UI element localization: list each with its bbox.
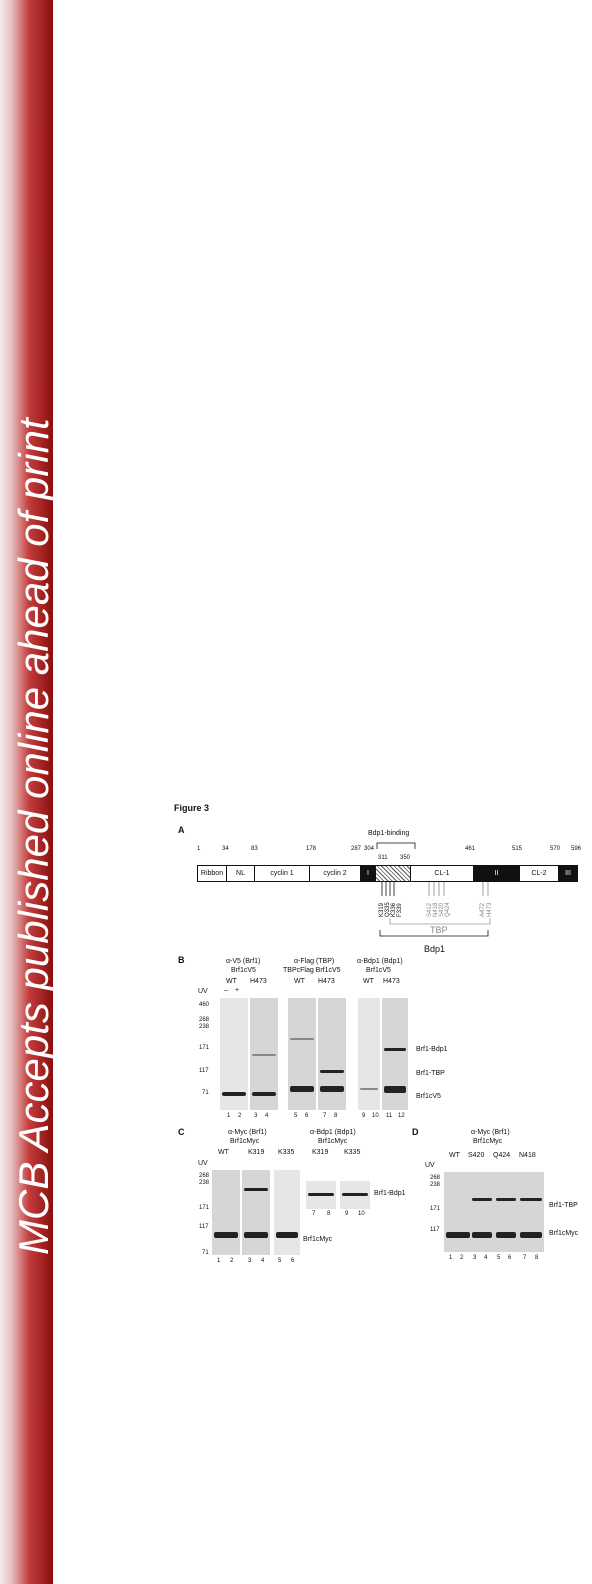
d-label-brf1cmyc: Brf1cMyc bbox=[549, 1230, 579, 1237]
b-marker-238: 238 bbox=[199, 1024, 210, 1030]
b-construct-3: Brf1cV5 bbox=[366, 967, 391, 974]
b-marker-268: 268 bbox=[199, 1017, 210, 1023]
band bbox=[320, 1070, 344, 1073]
c-antibody-1: α-Myc (Brf1) bbox=[228, 1129, 267, 1136]
b-gel-2a bbox=[288, 998, 316, 1110]
pos-178: 178 bbox=[306, 846, 317, 852]
bdp1-binding-bracket bbox=[376, 841, 416, 849]
c-antibody-2: α-Bdp1 (Bdp1) bbox=[310, 1129, 356, 1136]
band bbox=[342, 1193, 368, 1196]
d-uv-label: UV bbox=[425, 1162, 435, 1169]
res-s412: S412 bbox=[427, 902, 433, 917]
b-lane-11: 11 bbox=[386, 1113, 393, 1119]
d-lane-2: 2 bbox=[460, 1255, 464, 1261]
band bbox=[520, 1232, 542, 1238]
res-f339: F339 bbox=[397, 903, 403, 917]
d-lane-6: 6 bbox=[508, 1255, 512, 1261]
pos-515: 515 bbox=[512, 846, 523, 852]
d-lane-7: 7 bbox=[523, 1255, 527, 1261]
band bbox=[222, 1092, 246, 1096]
b-marker-460: 460 bbox=[199, 1002, 210, 1008]
c-sample-k335: K335 bbox=[278, 1149, 295, 1156]
domain-cl-2: CL-2 bbox=[519, 865, 559, 882]
band bbox=[276, 1232, 298, 1238]
c-lane-9: 9 bbox=[345, 1211, 349, 1217]
domain-i: I bbox=[360, 865, 376, 882]
b-wt-2: WT bbox=[294, 978, 305, 985]
pos-570: 570 bbox=[550, 846, 561, 852]
c-lane-7: 7 bbox=[312, 1211, 316, 1217]
band bbox=[320, 1086, 344, 1092]
b-lane-8: 8 bbox=[334, 1113, 338, 1119]
c-construct-1: Brf1cMyc bbox=[230, 1138, 260, 1145]
b-uv-label: UV bbox=[198, 988, 208, 995]
b-lane-1: 1 bbox=[227, 1113, 231, 1119]
panel-a-label: A bbox=[178, 825, 185, 835]
pos-287: 287 bbox=[351, 846, 362, 852]
res-h473: H473 bbox=[487, 902, 493, 917]
b-wt-3: WT bbox=[363, 978, 374, 985]
b-lane-4: 4 bbox=[265, 1113, 269, 1119]
b-label-brf1cv5: Brf1cV5 bbox=[416, 1093, 441, 1100]
d-gel-s420 bbox=[470, 1172, 494, 1252]
c-gel-wt bbox=[212, 1170, 240, 1255]
c-lane-8: 8 bbox=[327, 1211, 331, 1217]
d-sample-q424: Q424 bbox=[493, 1152, 511, 1159]
c-sample-k335-b: K335 bbox=[344, 1149, 361, 1156]
b-gel-1a bbox=[220, 998, 248, 1110]
domain-ii: II bbox=[473, 865, 520, 882]
b-antibody-2: α-Flag (TBP) bbox=[294, 958, 335, 965]
band bbox=[472, 1232, 492, 1238]
res-s420: S420 bbox=[439, 902, 445, 917]
domain-iii: III bbox=[558, 865, 578, 882]
band bbox=[290, 1086, 314, 1092]
band bbox=[496, 1232, 516, 1238]
b-lane-10: 10 bbox=[372, 1113, 379, 1119]
b-gel-2b bbox=[318, 998, 346, 1110]
c-lane-6: 6 bbox=[291, 1258, 295, 1264]
b-lane-3: 3 bbox=[254, 1113, 258, 1119]
res-k336: K336 bbox=[391, 902, 397, 917]
d-gel-wt bbox=[444, 1172, 472, 1252]
d-sample-s420: S420 bbox=[468, 1152, 485, 1159]
d-construct: Brf1cMyc bbox=[473, 1138, 503, 1145]
b-gel-3b bbox=[382, 998, 408, 1110]
b-mut-1: H473 bbox=[250, 978, 267, 985]
band bbox=[244, 1232, 268, 1238]
d-lane-3: 3 bbox=[473, 1255, 477, 1261]
domain-cyclin-1: cyclin 1 bbox=[254, 865, 310, 882]
b-marker-171: 171 bbox=[199, 1045, 210, 1051]
d-lane-5: 5 bbox=[497, 1255, 501, 1261]
band bbox=[472, 1198, 492, 1201]
bdp1-bracket-label: Bdp1 bbox=[424, 944, 446, 954]
panel-c-label: C bbox=[178, 1127, 185, 1137]
band bbox=[214, 1232, 238, 1238]
tbp-bracket-label: TBP bbox=[430, 925, 448, 935]
c-label-brf1-bdp1: Brf1-Bdp1 bbox=[374, 1190, 406, 1197]
domain-nl: NL bbox=[226, 865, 255, 882]
pos-350: 350 bbox=[400, 855, 411, 861]
b-label-brf1-bdp1: Brf1-Bdp1 bbox=[416, 1046, 448, 1053]
b-mut-3: H473 bbox=[383, 978, 400, 985]
band bbox=[384, 1086, 406, 1093]
b-construct-2: TBPcFlag Brf1cV5 bbox=[283, 967, 341, 974]
c-lane-4: 4 bbox=[261, 1258, 265, 1264]
c-lane-10: 10 bbox=[358, 1211, 365, 1217]
d-lane-4: 4 bbox=[484, 1255, 488, 1261]
band bbox=[252, 1092, 276, 1096]
b-lane-7: 7 bbox=[323, 1113, 327, 1119]
b-mut-2: H473 bbox=[318, 978, 335, 985]
band bbox=[446, 1232, 470, 1238]
bdp1-binding-label: Bdp1-binding bbox=[368, 830, 410, 837]
pos-311: 311 bbox=[378, 855, 388, 861]
c-lane-1: 1 bbox=[217, 1258, 221, 1264]
b-marker-71: 71 bbox=[202, 1090, 209, 1096]
c-construct-2: Brf1cMyc bbox=[318, 1138, 348, 1145]
band bbox=[496, 1198, 516, 1201]
domain-cl-1: CL-1 bbox=[410, 865, 474, 882]
c-lane-2: 2 bbox=[230, 1258, 234, 1264]
band bbox=[244, 1188, 268, 1191]
c-lane-3: 3 bbox=[248, 1258, 252, 1264]
c-gel-bdp1-k335 bbox=[340, 1181, 370, 1209]
band bbox=[308, 1193, 334, 1196]
d-lane-1: 1 bbox=[449, 1255, 453, 1261]
c-gel-k335 bbox=[274, 1170, 300, 1255]
b-minus: – bbox=[224, 987, 228, 994]
b-plus: + bbox=[235, 987, 240, 994]
c-marker-117: 117 bbox=[199, 1224, 209, 1230]
b-lane-12: 12 bbox=[398, 1113, 405, 1119]
pos-83: 83 bbox=[251, 846, 258, 852]
c-uv-label: UV bbox=[198, 1160, 208, 1167]
residue-tick-marks bbox=[370, 882, 500, 898]
c-label-brf1cmyc: Brf1cMyc bbox=[303, 1236, 333, 1243]
band bbox=[384, 1048, 406, 1051]
c-sample-wt: WT bbox=[218, 1149, 229, 1156]
d-antibody: α-Myc (Brf1) bbox=[471, 1129, 510, 1136]
d-gel-q424 bbox=[494, 1172, 518, 1252]
domain-ribbon: Ribbon bbox=[197, 865, 227, 882]
b-gel-3a bbox=[358, 998, 380, 1110]
pos-596: 596 bbox=[571, 846, 582, 852]
panel-b-label: B bbox=[178, 955, 185, 965]
d-sample-n418: N418 bbox=[519, 1152, 536, 1159]
sidebar-banner-text: MCB Accepts published online ahead of print bbox=[10, 418, 57, 1255]
band bbox=[360, 1088, 378, 1090]
res-q424: Q424 bbox=[445, 902, 451, 917]
res-n418: N418 bbox=[433, 902, 439, 917]
c-marker-268: 268 bbox=[199, 1173, 210, 1179]
figure-title: Figure 3 bbox=[174, 803, 210, 813]
b-wt-1: WT bbox=[226, 978, 237, 985]
pos-34: 34 bbox=[222, 846, 229, 852]
d-marker-117: 117 bbox=[430, 1227, 440, 1233]
d-gel-n418 bbox=[518, 1172, 544, 1252]
band bbox=[290, 1038, 314, 1040]
d-marker-238: 238 bbox=[430, 1182, 441, 1188]
d-label-brf1-tbp: Brf1-TBP bbox=[549, 1202, 578, 1209]
res-q335: Q335 bbox=[385, 902, 391, 917]
b-gel-1b bbox=[250, 998, 278, 1110]
bdp1-binding-region bbox=[375, 865, 411, 882]
band bbox=[252, 1054, 276, 1056]
domain-cyclin-2: cyclin 2 bbox=[309, 865, 361, 882]
b-marker-117: 117 bbox=[199, 1068, 209, 1074]
d-sample-wt: WT bbox=[449, 1152, 460, 1159]
c-sample-k319: K319 bbox=[248, 1149, 265, 1156]
b-lane-9: 9 bbox=[362, 1113, 366, 1119]
c-marker-238: 238 bbox=[199, 1180, 210, 1186]
d-marker-171: 171 bbox=[430, 1206, 441, 1212]
res-k319: K319 bbox=[379, 902, 385, 917]
d-marker-268: 268 bbox=[430, 1175, 441, 1181]
c-sample-k319-b: K319 bbox=[312, 1149, 329, 1156]
b-antibody-3: α-Bdp1 (Bdp1) bbox=[357, 958, 403, 965]
c-marker-71: 71 bbox=[202, 1250, 209, 1256]
b-antibody-1: α-V5 (Brf1) bbox=[226, 958, 261, 965]
c-gel-bdp1-k319 bbox=[306, 1181, 336, 1209]
b-label-brf1-tbp: Brf1-TBP bbox=[416, 1070, 445, 1077]
pos-461: 461 bbox=[465, 846, 476, 852]
b-lane-6: 6 bbox=[305, 1113, 309, 1119]
c-marker-171: 171 bbox=[199, 1205, 210, 1211]
pos-1: 1 bbox=[197, 846, 201, 852]
b-construct-1: Brf1cV5 bbox=[231, 967, 256, 974]
panel-d-label: D bbox=[412, 1127, 419, 1137]
band bbox=[520, 1198, 542, 1201]
res-a472: A472 bbox=[480, 902, 486, 917]
b-lane-2: 2 bbox=[238, 1113, 242, 1119]
c-gel-k319 bbox=[242, 1170, 270, 1255]
c-lane-5: 5 bbox=[278, 1258, 282, 1264]
d-lane-8: 8 bbox=[535, 1255, 539, 1261]
b-lane-5: 5 bbox=[294, 1113, 298, 1119]
pos-304: 304 bbox=[364, 846, 375, 852]
